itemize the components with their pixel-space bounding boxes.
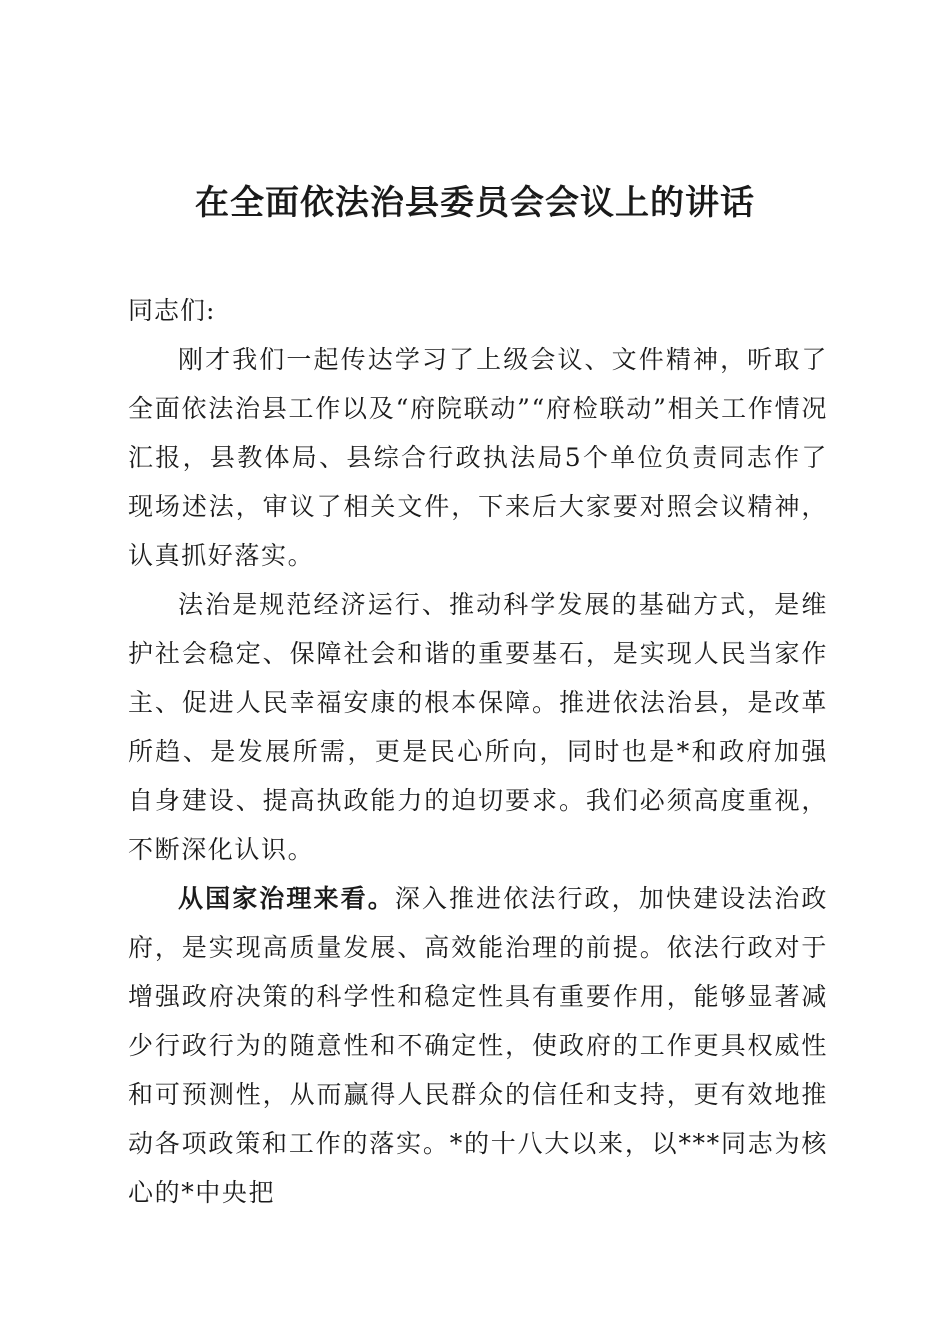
- document-body: [128, 286, 828, 1217]
- paragraph-3-lead: 从国家治理来看。: [178, 884, 395, 913]
- document-title: 在全面依法治县委员会会议上的讲话: [195, 183, 755, 223]
- paragraph-1: [128, 335, 828, 580]
- paragraph-2: [128, 580, 828, 874]
- paragraph-1-text: 刚才我们一起传达学习了上级会议、文件精神，听取了全面依法治县工作以及“府院联动”“府检联动”相关工作情况汇报，县教体局、县综合行政执法局5个单位负责同志作了现场述法，审议了相关文件，下来后大家要对照会议精神，认真抓好落实。: [128, 345, 828, 570]
- paragraph-3: [128, 874, 828, 1217]
- salutation: 同志们:: [128, 296, 216, 325]
- paragraph-2-text: 法治是规范经济运行、推动科学发展的基础方式，是维护社会稳定、保障社会和谐的重要基石，是实现人民当家作主、促进人民幸福安康的根本保障。推进依法治县，是改革所趋、是发展所需，更是民心所向，同时也是*和政府加强自身建设、提高执政能力的迫切要求。我们必须高度重视，不断深化认识。: [128, 590, 828, 864]
- paragraph-3-text: 深入推进依法行政，加快建设法治政府，是实现高质量发展、高效能治理的前提。依法行政对于增强政府决策的科学性和稳定性具有重要作用，能够显著减少行政行为的随意性和不确定性，使政府的工作更具权威性和可预测性，从而赢得人民群众的信任和支持，更有效地推动各项政策和工作的落实。*的十八大以来，以***同志为核心的*中央把: [128, 884, 828, 1207]
